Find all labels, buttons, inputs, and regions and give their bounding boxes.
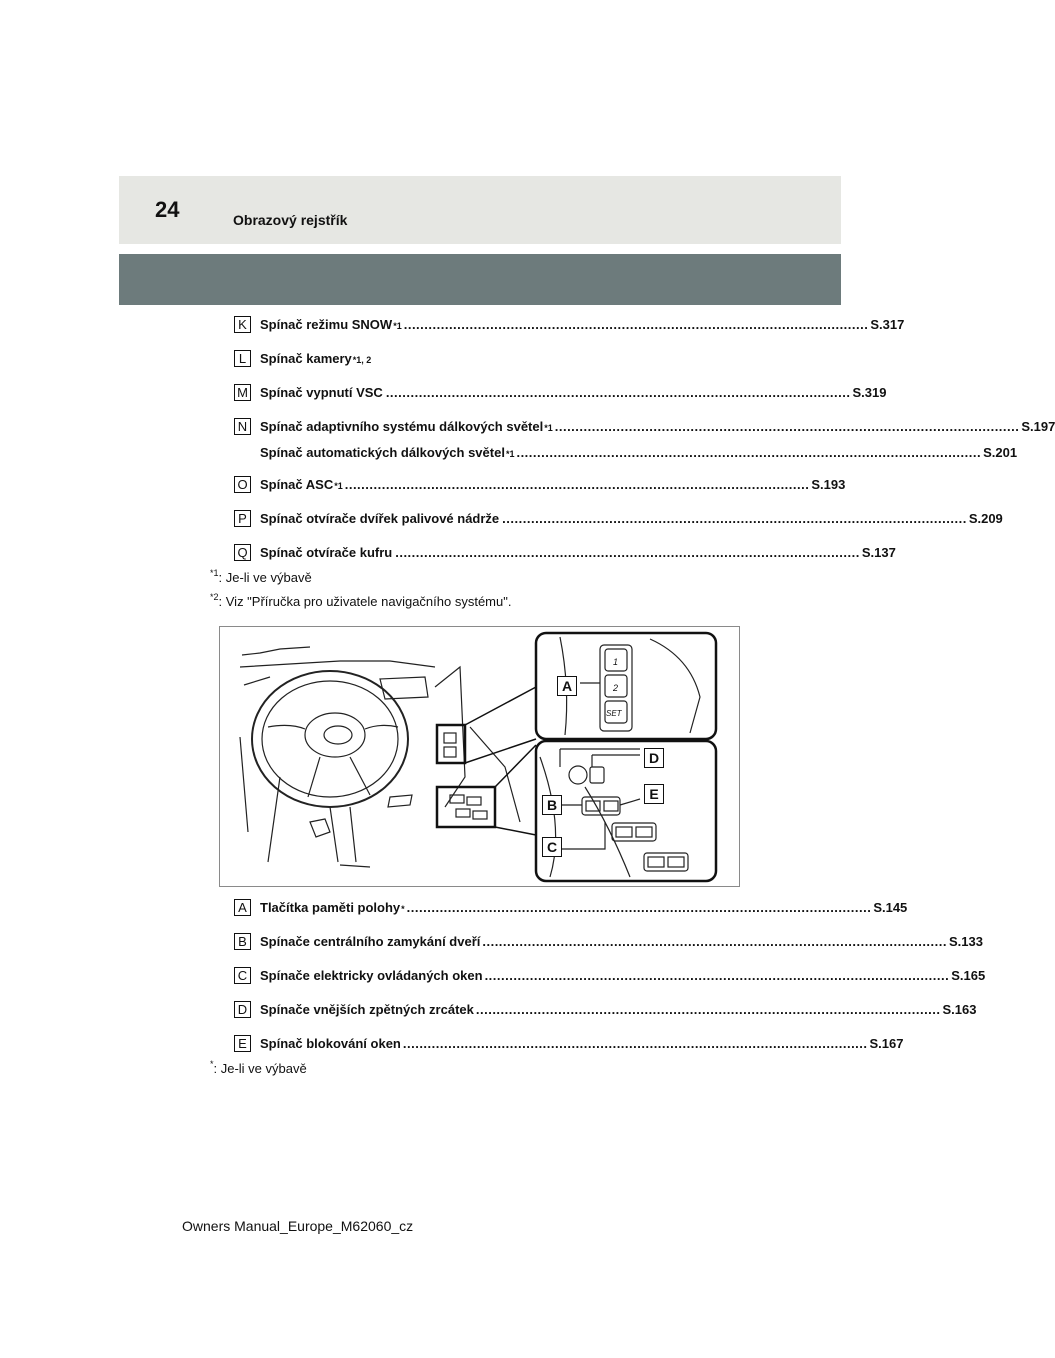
entry-letter: L [234,350,251,367]
leader-dots: ................................................................................................................. [475,1002,941,1017]
entry-letter: C [234,967,251,984]
entry-page-ref: S.165 [951,968,986,983]
leader-dots: ................................................................................................................. [406,900,872,915]
figure-label-d: D [644,748,664,768]
leader-dots: ................................................................................................................. [395,545,860,560]
entry-page-ref: S.317 [870,317,905,332]
footnote-text: : Je-li ve výbavě [218,570,312,585]
entry-page-ref: S.137 [861,545,896,560]
index-entry: Spínač automatických dálkových světel *1 ................................................................................................................. S.201 [260,445,1018,460]
index-entry [234,510,1003,530]
index-entry [234,967,986,987]
entry-letter: Q [234,544,251,561]
entry-letter: M [234,384,251,401]
index-entry: K Spínač režimu SNOW *1 ................................................................................................................. S.317 [234,316,722,336]
entry-page-ref: S.209 [968,511,1003,526]
index-entry [234,933,983,953]
index-entry [234,384,887,404]
leader-dots: ................................................................................................................. [403,317,869,332]
entry-page-ref: S.319 [852,385,887,400]
entry-page-ref: S.201 [983,445,1018,460]
entry-label: Spínač kamery [260,351,352,366]
index-entry: O Spínač ASC *1 ................................................................................................................. S.193 [234,476,722,496]
entry-label: Spínače elektricky ovládaných oken [260,968,483,983]
index-entry: N Spínač adaptivního systému dálkových světel *1 ................................................................................................................. S.197 [234,418,722,438]
footnote-text: : Viz "Příručka pro uživatele navigačního systému". [218,594,512,609]
page-number: 24 [155,197,180,222]
footnote-text: : Je-li ve výbavě [213,1061,307,1076]
entry-label: Spínače centrálního zamykání dveří [260,934,481,949]
footnote-mark: * [210,1059,214,1069]
figure-label-a: A [557,676,577,696]
leader-dots: ................................................................................................................. [402,1036,868,1051]
footnote [210,570,312,585]
leader-dots: ................................................................................................................. [385,385,851,400]
footer-document-id: Owners Manual_Europe_M62060_cz [182,1218,414,1234]
header-band [119,176,841,244]
entry-letter: P [234,510,251,527]
entry-label: Spínač otvírače kufru [260,545,393,560]
entry-letter: A [234,899,251,916]
leader-dots: ................................................................................................................. [502,511,967,526]
entry-page-ref: S.167 [869,1036,904,1051]
entry-letter: E [234,1035,251,1052]
leader-dots: ................................................................................................................. [484,968,950,983]
figure-label-c: C [542,837,562,857]
section-title: Obrazový rejstřík [233,212,348,228]
entry-label: Spínač automatických dálkových světel [260,445,505,460]
entry-letter: O [234,476,251,493]
index-entry [234,1035,904,1055]
entry-label: Tlačítka paměti polohy [260,900,401,915]
figure-label-b: B [542,795,562,815]
entry-page-ref: S.163 [942,1002,977,1017]
index-entry: L Spínač kamery *1, 2 [234,350,722,370]
footnote [210,1061,307,1076]
footnote-mark: *1 [210,568,219,578]
leader-dots: ................................................................................................................. [482,934,947,949]
entry-letter: K [234,316,251,333]
memory-set-button-label: SET [606,709,622,718]
footnote [210,594,511,609]
entry-label: Spínač adaptivního systému dálkových světel [260,419,544,434]
leader-dots: ................................................................................................................. [554,419,1020,434]
section-divider-band [119,254,841,305]
footnote-mark: *2 [210,592,219,602]
entry-page-ref: S.193 [811,477,846,492]
entry-label: Spínač režimu SNOW [260,317,393,332]
entry-label: Spínač blokování oken [260,1036,401,1051]
entry-label: Spínač vypnutí VSC [260,385,383,400]
entry-label: Spínače vnějších zpětných zrcátek [260,1002,474,1017]
entry-page-ref: S.197 [1021,419,1055,434]
memory-button-1-label: 1 [613,657,619,667]
index-entry [234,1001,977,1021]
memory-button-2-label: 2 [613,683,619,693]
interior-illustration [219,626,740,887]
entry-page-ref: S.133 [949,934,983,949]
figure-label-e: E [644,784,664,804]
index-entry [234,544,896,564]
entry-letter: N [234,418,251,435]
leader-dots: ................................................................................................................. [344,477,810,492]
entry-label: Spínač otvírače dvířek palivové nádrže [260,511,500,526]
entry-page-ref: S.145 [873,900,908,915]
leader-dots: ................................................................................................................. [516,445,982,460]
entry-letter: B [234,933,251,950]
entry-letter: D [234,1001,251,1018]
entry-label: Spínač ASC [260,477,334,492]
index-entry: A Tlačítka paměti polohy * ................................................................................................................. S.145 [234,899,722,919]
